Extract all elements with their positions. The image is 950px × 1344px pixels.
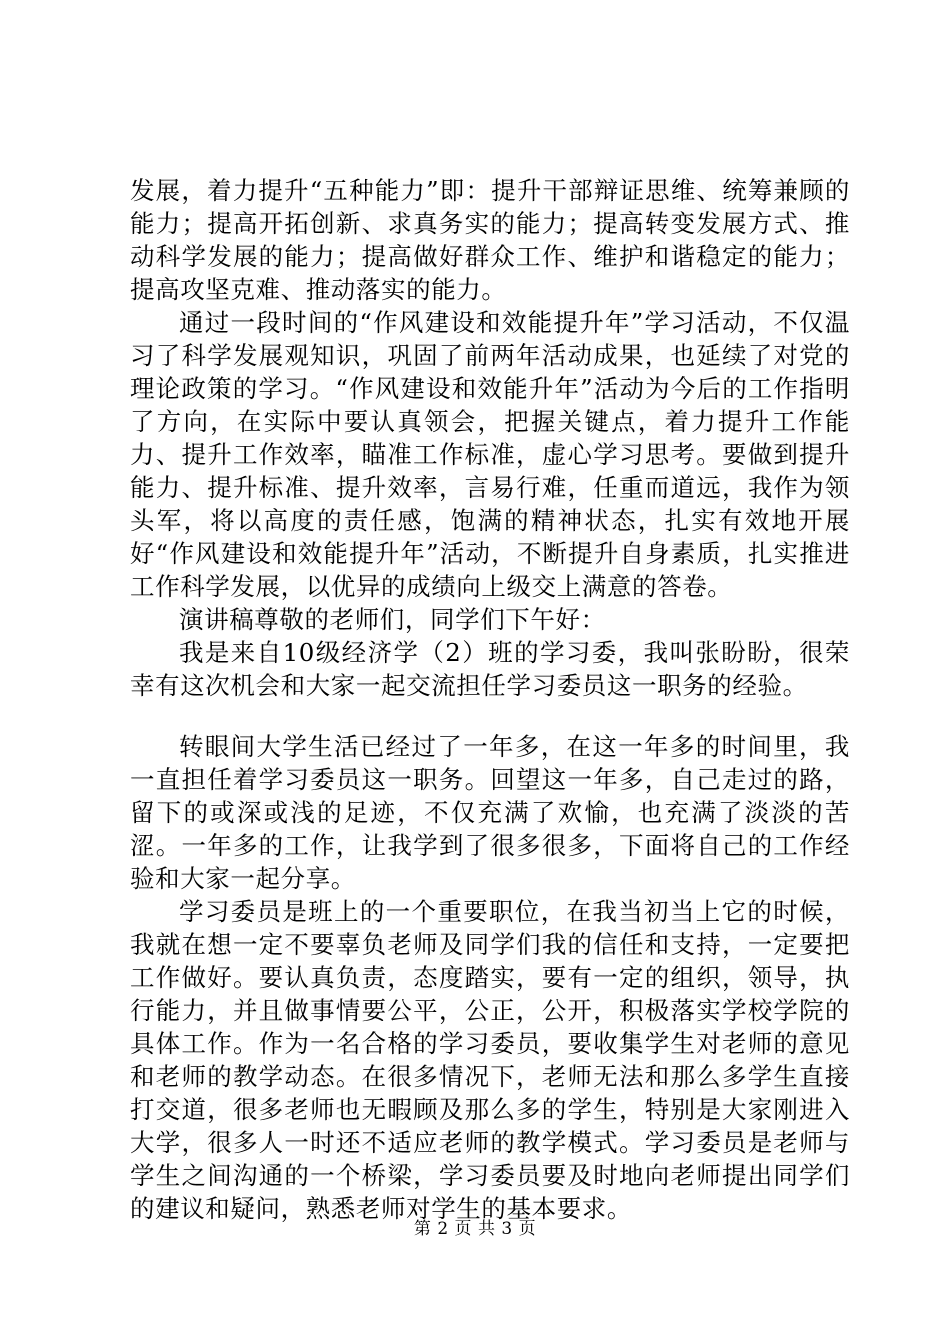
- paragraph-spacer: [130, 702, 850, 730]
- paragraph-continuation: 发展，着力提升“五种能力”即：提升干部辩证思维、统筹兼顾的能力；提高开拓创新、求真务实的能力；提高转变发展方式、推动科学发展的能力；提高做好群众工作、维护和谐稳定的能力；提高攻坚克难、推动落实的能力。: [130, 176, 850, 304]
- paragraph-speech-greeting: 演讲稿尊敬的老师们，同学们下午好：: [179, 605, 606, 634]
- paragraph-activity-summary: 通过一段时间的“作风建设和效能提升年”学习活动，不仅温习了科学发展观知识，巩固了前两年活动成果，也延续了对党的理论政策的学习。“作风建设和效能升年”活动为今后的工作指明了方向，在实际中要认真领会，把握关键点，着力提升工作能力、提升工作效率，瞄准工作标准，虚心学习思考。要做到提升能力、提升标准、提升效率，言易行难，任重而道远，我作为领头军，将以高度的责任感，饱满的精神状态，扎实有效地开展好“作风建设和效能提升年”活动，不断提升自身素质，扎实推进工作科学发展，以优异的成绩向上级交上满意的答卷。: [130, 308, 850, 601]
- document-body: [130, 174, 850, 1225]
- paragraph-role-description: 学习委员是班上的一个重要职位，在我当初当上它的时候，我就在想一定不要辜负老师及同学们我的信任和支持，一定要把工作做好。要认真负责，态度踏实，要有一定的组织，领导，执行能力，并且做事情要公平，公正，公开，积极落实学校学院的具体工作。作为一名合格的学习委员，要收集学生对老师的意见和老师的教学动态。在很多情况下，老师无法和那么多学生直接打交道，很多老师也无暇顾及那么多的学生，特别是大家刚进入大学，很多人一时还不适应老师的教学模式。学习委员是老师与学生之间沟通的一个桥梁，学习委员要及时地向老师提出同学们的建议和疑问，熟悉老师对学生的基本要求。: [130, 897, 850, 1223]
- paragraph-reflection: 转眼间大学生活已经过了一年多，在这一年多的时间里，我一直担任着学习委员这一职务。回望这一年多，自己走过的路，留下的或深或浅的足迹，不仅充满了欢愉，也充满了淡淡的苦涩。一年多的工作，让我学到了很多很多，下面将自己的工作经验和大家一起分享。: [130, 732, 850, 893]
- paragraph-self-introduction: 我是来自10级经济学（2）班的学习委，我叫张盼盼，很荣幸有这次机会和大家一起交流担任学习委员这一职务的经验。: [130, 638, 850, 700]
- page-number-footer: 第 2 页 共 3 页: [413, 1219, 537, 1239]
